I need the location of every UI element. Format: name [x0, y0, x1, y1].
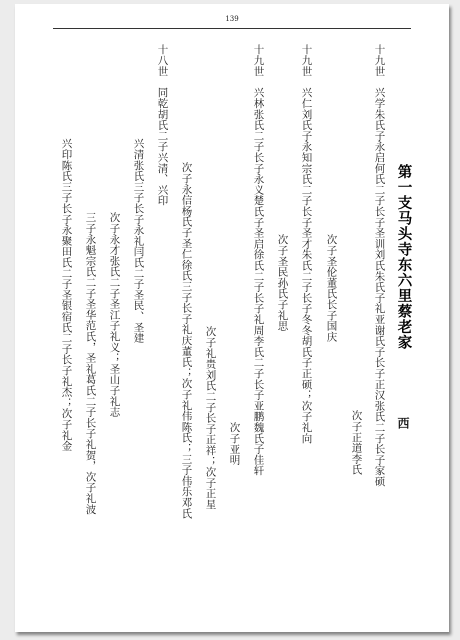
column-10-text: 同乾胡氏二子兴清、兴印	[156, 87, 169, 206]
column-3-text: 兴仁刘氏子永知宗氏二子长子圣才朱氏二子长子冬冬胡氏子正硕；次子礼向	[300, 87, 313, 444]
column-2-text: 次子正道李氏	[350, 410, 363, 475]
page-number: 139	[225, 15, 239, 23]
column-3-generation: 十九世	[300, 44, 313, 77]
column-9-text: 次子永信杨氏子圣仁徐氏三子长子礼庆董氏；次子礼伟陈氏；三子伟乐邓氏	[180, 162, 193, 519]
column-4-text: 次子圣伦董氏长子国庆	[325, 234, 338, 342]
column-5-text: 次子圣民孙氏子礼思	[276, 234, 289, 332]
column-1-generation: 十九世	[373, 44, 386, 77]
column-13-text: 三子永魁宗氏二子圣华范氏，圣礼葛氏二子长子礼贺，次子礼波	[84, 212, 97, 515]
column-6-text: 兴林张氏二子长子永义楚氏子圣启徐氏二子长子礼周李氏二子长子亚鹏魏氏子佳轩	[252, 87, 265, 476]
column-7-text: 次子亚明	[228, 422, 241, 466]
column-1-text: 兴学朱氏子永启何氏二子长子圣训刘氏朱氏子礼亚谢氏子长子正汉张氏二子长子家硕	[373, 87, 386, 487]
column-6-generation: 十九世	[252, 44, 265, 77]
column-8-text: 次子礼贵刘氏二子长子正祥；次子正星	[204, 326, 217, 510]
page-title: 第一支马头寺东六里蔡老家	[395, 164, 413, 350]
column-14-text: 兴印陈氏三子长子永聚田氏二子圣银宿氏二子长子礼杰；次子礼金	[60, 138, 73, 452]
column-11-text: 兴清张氏三子长子永礼闫氏二子圣民、圣建	[132, 138, 145, 344]
document-page	[15, 4, 449, 632]
title-suffix: 西	[396, 417, 410, 429]
column-10-generation: 十八世	[156, 44, 169, 77]
column-12-text: 次子永才张氏二子圣江子礼义；圣山子礼志	[108, 212, 121, 418]
header-rule	[53, 28, 411, 29]
